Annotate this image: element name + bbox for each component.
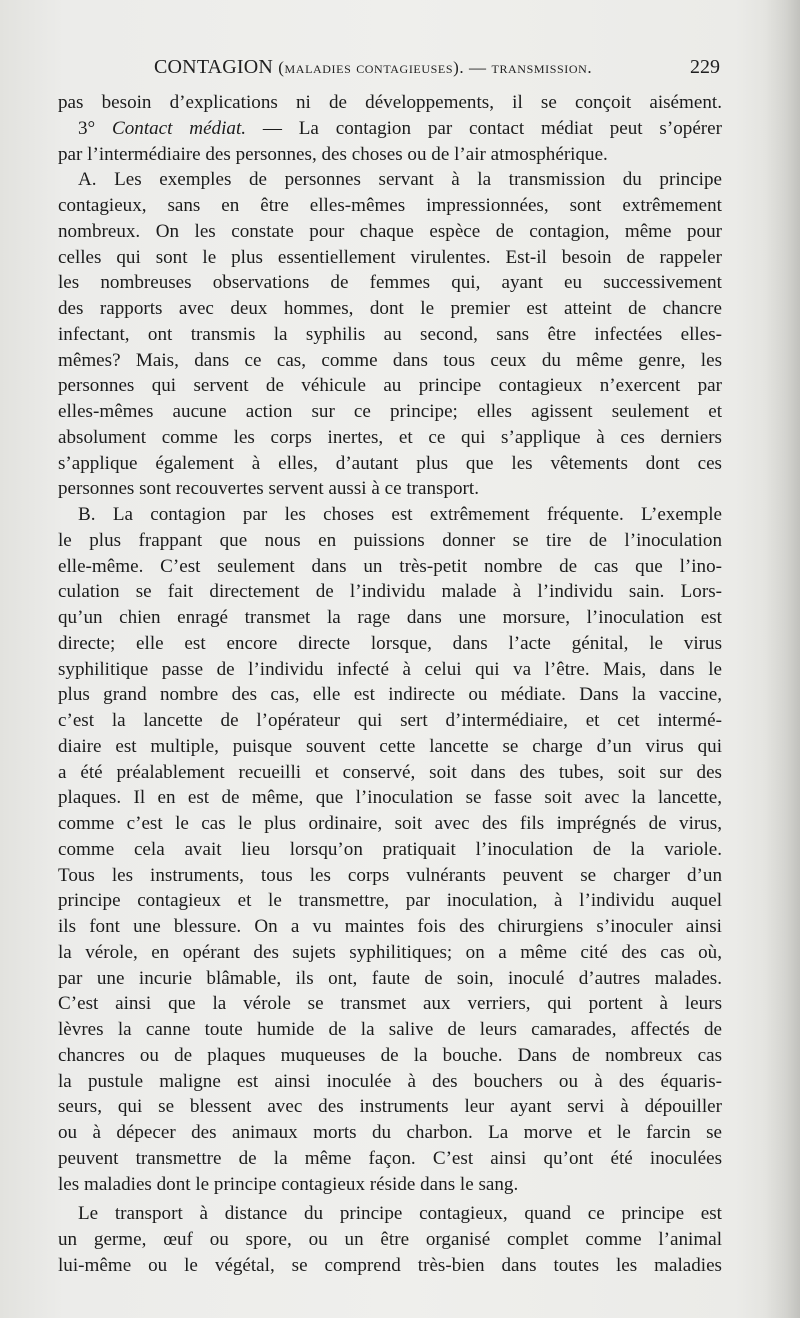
text-line: syphilitique passe de l’individu infecté à celui qui va l’être. Mais, dans le [58, 658, 722, 680]
page-fold-shadow [764, 0, 800, 1318]
text-line: par l’intermédiaire des personnes, des choses ou de l’air atmosphérique. [58, 143, 608, 165]
text-line: comme cela avait lieu lorsqu’on pratiquait l’inoculation de la variole. [58, 838, 722, 860]
text-line: A. Les exemples de personnes servant à la transmission du principe [78, 169, 722, 191]
text-line: la pustule maligne est ainsi inoculée à des bouchers ou à des équaris- [58, 1070, 722, 1092]
text-line: lui-même ou le végétal, se comprend très-bien dans toutes les maladies [58, 1254, 722, 1276]
text-line-contact-mediat: 3° Contact médiat. — La contagion par contact médiat peut s’opérer [78, 117, 722, 139]
text-line: personnes qui servent de véhicule au principe contagieux n’exercent par [58, 375, 722, 397]
running-head-sub: (maladies contagieuses). — transmission. [278, 58, 593, 77]
text-line: Le transport à distance du principe contagieux, quand ce principe est [78, 1203, 722, 1225]
text-line: les nombreuses observations de femmes qui, ayant eu successivement [58, 272, 722, 294]
body-text [58, 90, 722, 1279]
text-line: ou à dépecer des animaux morts du charbon. La morve et le farcin se [58, 1122, 722, 1143]
text-line: s’applique également à elles, d’autant plus que les vêtements dont ces [58, 452, 722, 474]
text-line: des rapports avec deux hommes, dont le premier est atteint de chancre [58, 298, 722, 319]
text-line: elles-mêmes aucune action sur ce principe; elles agissent seulement et [58, 401, 722, 422]
text-line: le plus frappant que nous en puissions donner se tire de l’inoculation [58, 529, 722, 551]
text-line: infectant, ont transmis la syphilis au second, sans être infectées elles- [58, 323, 722, 345]
running-head [154, 56, 592, 79]
text-line: par une incurie blâmable, ils ont, faute de soin, inoculé d’autres malades. [58, 967, 722, 989]
text-line: comme c’est le cas le plus ordinaire, soit avec des fils imprégnés de virus, [58, 813, 722, 834]
text-line: principe contagieux et le transmettre, par inoculation, à l’individu auquel [58, 890, 722, 912]
text-line: plaques. Il en est de même, que l’inoculation se fasse soit avec la lancette, [58, 787, 722, 809]
text-line: celles qui sont le plus essentiellement virulentes. Est-il besoin de rappeler [58, 246, 722, 268]
text-line: un germe, œuf ou spore, ou un être organisé complet comme l’animal [58, 1229, 722, 1250]
text-line: Tous les instruments, tous les corps vulnérants peuvent se charger d’un [58, 864, 722, 886]
text-line: c’est la lancette de l’opérateur qui sert d’intermédiaire, et cet intermé- [58, 710, 722, 731]
text-line: ils font une blessure. On a vu maintes fois des chirurgiens s’inoculer ainsi [58, 916, 722, 937]
text-line: diaire est multiple, puisque souvent cette lancette se charge d’un virus qui [58, 735, 722, 757]
text-line: la vérole, en opérant des sujets syphilitiques; on a même cité des cas où, [58, 941, 722, 963]
text-line: personnes sont recouvertes servent aussi à ce transport. [58, 478, 479, 500]
italic-heading: Contact médiat. [112, 117, 247, 139]
text-line: culation se fait directement de l’individu malade à l’individu sain. Lors- [58, 581, 722, 603]
text-line: lèvres la canne toute humide de la salive de leurs camarades, affectés de [58, 1019, 722, 1040]
text-line: a été préalablement recueilli et conservé, soit dans des tubes, soit sur des [58, 761, 722, 783]
text-line: seurs, qui se blessent avec des instruments leur ayant servi à dépouiller [58, 1096, 722, 1118]
text-line: peuvent transmettre de la même façon. C’est ainsi qu’ont été inoculées [58, 1147, 722, 1169]
text-line: mêmes? Mais, dans ce cas, comme dans tous ceux du même genre, les [58, 349, 722, 371]
text-line: elle-même. C’est seulement dans un très-petit nombre de cas que l’ino- [58, 555, 722, 577]
page-number: 229 [690, 56, 720, 78]
text-line: B. La contagion par les choses est extrêmement fréquente. L’exemple [78, 504, 722, 525]
text-line: chancres ou de plaques muqueuses de la bouche. Dans de nombreux cas [58, 1044, 722, 1066]
text-line: C’est ainsi que la vérole se transmet aux verriers, qui portent à leurs [58, 993, 722, 1015]
text-line: plus grand nombre des cas, elle est indirecte ou médiate. Dans la vaccine, [58, 684, 722, 706]
text-line: les maladies dont le principe contagieux réside dans le sang. [58, 1173, 519, 1195]
text-line: absolument comme les corps inertes, et ce qui s’applique à ces derniers [58, 426, 722, 448]
page-header [60, 56, 720, 84]
running-head-main: CONTAGION [154, 56, 274, 78]
text-line: directe; elle est encore directe lorsque, dans l’acte génital, le virus [58, 632, 722, 654]
text-line: contagieux, sans en être elles-mêmes impressionnées, sont extrêmement [58, 195, 722, 216]
text-line: nombreux. On les constate pour chaque espèce de contagion, même pour [58, 220, 722, 242]
text-line: qu’un chien enragé transmet la rage dans une morsure, l’inoculation est [58, 607, 722, 628]
text-line: pas besoin d’explications ni de développements, il se conçoit aisément. [58, 92, 722, 113]
